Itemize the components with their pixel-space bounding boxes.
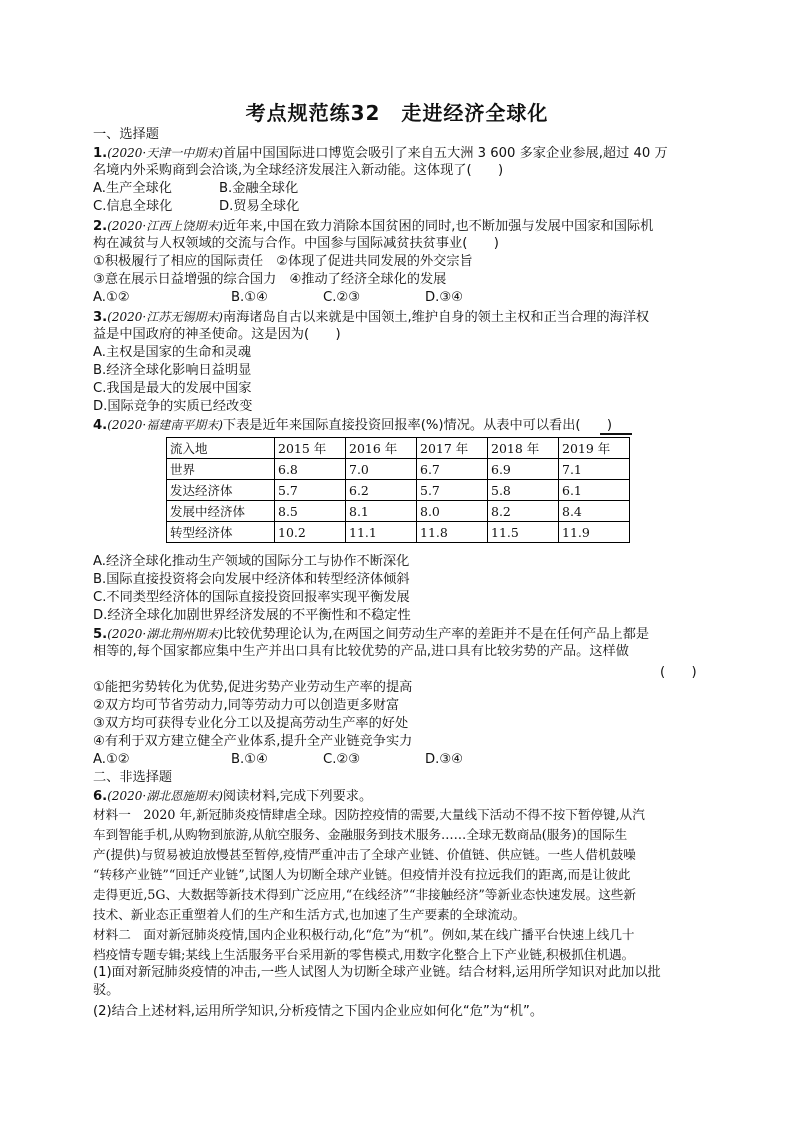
question-text: 首届中国国际进口博览会吸引了来自五大洲 3 600 多家企业参展,超过 40 万 [222,146,668,161]
option-c: C.不同类型经济体的国际直接投资回报率实现平衡发展 [93,590,410,605]
question-5-statement-4: ④有利于双方建立健全产业体系,提升全产业链竞争实力 [93,734,413,749]
question-number: 6. [93,789,108,804]
material-1-line: 走得更近,5G、大数据等新技术得到广泛应用,“在线经济”“非接触经济”等新业态快速发展。这些新 [93,887,636,902]
table-header-cell: 2019 年 [559,438,630,459]
option-b: B.金融全球化 [219,181,299,196]
question-source: (2020·湖北恩施期末) [107,789,223,803]
question-source: (2020·江苏无锡期末) [107,310,223,324]
material-1-line: 车到智能手机,从购物到旅游,从航空服务、金融服务到技术服务……全球无数商品(服务)的国际生 [93,827,628,842]
table-cell: 7.1 [559,459,630,480]
question-text: 比较优势理论认为,在两国之间劳动生产率的差距并不是在任何产品上都是 [222,627,650,642]
table-header-cell: 流入地 [167,438,275,459]
material-1-line: 技术、新业态正重塑着人们的生产和生活方式,也加速了生产要素的全球流动。 [93,907,526,922]
investment-return-table [166,437,630,543]
option-a: A.生产全球化 [93,181,172,196]
question-5-stem-cont: 相等的,每个国家都应集中生产并出口具有比较优势的产品,进口具有比较劣势的产品。这样做 [93,644,629,659]
section-heading-choice: 一、选择题 [93,127,159,142]
question-5-statement-2: ②双方均可节省劳动力,同等劳动力可以创造更多财富 [93,698,400,713]
table-cell: 发达经济体 [167,480,275,501]
table-row [167,501,630,522]
table-cell: 8.2 [488,501,559,522]
question-1-stem [93,144,668,163]
option-a: A.主权是国家的生命和灵魂 [93,345,252,360]
question-source: (2020·天津一中期末) [107,146,223,160]
question-source: (2020·福建南平期末) [107,418,223,432]
option-a: A.经济全球化推动生产领域的国际分工与协作不断深化 [93,554,410,569]
table-cell: 7.0 [346,459,417,480]
table-cell: 5.8 [488,480,559,501]
question-5-statement-3: ③双方均可获得专业化分工以及提高劳动生产率的好处 [93,716,409,731]
option-a: A.①② [93,290,130,305]
option-c: C.我国是最大的发展中国家 [93,381,252,396]
table-cell: 6.1 [559,480,630,501]
table-header-cell: 2016 年 [346,438,417,459]
section-heading-nonchoice: 二、非选择题 [93,770,173,785]
table-cell: 5.7 [275,480,346,501]
question-2-stem-cont: 构在减贫与人权领域的交流与合作。中国参与国际减贫扶贫事业( ) [93,236,499,251]
option-d: D.贸易全球化 [219,199,300,214]
question-text: 南海诸岛自古以来就是中国领土,维护自身的领土主权和正当合理的海洋权 [222,310,650,325]
sub-question-1: (1)面对新冠肺炎疫情的冲击,一些人试图人为切断全球产业链。结合材料,运用所学知识对此加以批 [93,965,661,980]
table-cell: 11.1 [346,522,417,543]
question-text: 下表是近年来国际直接投资回报率(%)情况。从表中可以看出( ) [222,418,613,433]
table-cell: 转型经济体 [167,522,275,543]
option-c: C.②③ [323,290,361,305]
question-5-statement-1: ①能把劣势转化为优势,促进劣势产业劳动生产率的提高 [93,680,413,695]
page-title: 考点规范练32 走进经济全球化 [245,101,549,125]
material-1-line: 产(提供)与贸易被迫放慢甚至暂停,疫情严重冲击了全球产业链、价值链、供应链。一些人借机鼓噪 [93,847,636,862]
question-6-stem [93,787,372,806]
question-number: 1. [93,146,108,161]
question-2-options [93,289,463,307]
table-cell: 11.9 [559,522,630,543]
question-source: (2020·江西上饶期末) [107,219,223,233]
option-b: B.国际直接投资将会向发展中经济体和转型经济体倾斜 [93,572,410,587]
question-3-stem-cont: 益是中国政府的神圣使命。这是因为( ) [93,327,341,342]
table-bracket-mark [600,433,632,435]
table-header-cell: 2017 年 [417,438,488,459]
question-5-options [93,751,463,769]
question-3-stem [93,308,649,327]
question-1-options-row2 [93,198,299,216]
table-header-row [167,438,630,459]
question-source: (2020·湖北荆州期末) [107,627,223,641]
option-b: B.经济全球化影响日益明显 [93,363,252,378]
table-cell: 8.0 [417,501,488,522]
question-1-options-row1 [93,180,298,198]
question-1-stem-cont: 名境内外采购商到会洽谈,为全球经济发展注入新动能。这体现了( ) [93,163,504,178]
table-cell: 5.7 [417,480,488,501]
question-2-statement-2: ③意在展示日益增强的综合国力 ④推动了经济全球化的发展 [93,272,447,287]
option-b: B.①④ [231,752,268,767]
table-cell: 11.5 [488,522,559,543]
table-cell: 6.2 [346,480,417,501]
question-text: 阅读材料,完成下列要求。 [222,789,373,804]
question-number: 3. [93,310,108,325]
table-cell: 6.7 [417,459,488,480]
sub-question-1-cont: 驳。 [93,983,120,998]
option-d: D.③④ [425,290,463,305]
table-row [167,522,630,543]
table-row [167,480,630,501]
table-cell: 11.8 [417,522,488,543]
table-cell: 发展中经济体 [167,501,275,522]
material-1-line: “转移产业链”“回迁产业链”,试图人为切断全球产业链。但疫情并没有拉远我们的距离,而是让彼此 [93,867,631,882]
option-a: A.①② [93,752,130,767]
table-cell: 8.1 [346,501,417,522]
table-row [167,459,630,480]
sub-question-2: (2)结合上述材料,运用所学知识,分析疫情之下国内企业应如何化“危”为“机”。 [93,1004,544,1019]
question-text: 近年来,中国在致力消除本国贫困的同时,也不断加强与发展中国家和国际机 [222,219,654,234]
table-cell: 世界 [167,459,275,480]
material-1-line: 材料一 2020 年,新冠肺炎疫情肆虐全球。因防控疫情的需要,大量线下活动不得不按下暂停键,从汽 [93,807,645,822]
table-cell: 10.2 [275,522,346,543]
question-4-stem [93,416,612,435]
table-header-cell: 2015 年 [275,438,346,459]
option-d: D.国际竞争的实质已经改变 [93,399,253,414]
answer-bracket: ( ) [660,665,697,680]
table-header-cell: 2018 年 [488,438,559,459]
option-c: C.信息全球化 [93,199,173,214]
question-number: 5. [93,627,108,642]
table-cell: 8.4 [559,501,630,522]
question-5-stem [93,625,649,644]
option-b: B.①④ [231,290,268,305]
option-d: D.经济全球化加剧世界经济发展的不平衡性和不稳定性 [93,608,411,623]
table-cell: 8.5 [275,501,346,522]
table-cell: 6.9 [488,459,559,480]
question-number: 4. [93,418,108,433]
option-c: C.②③ [323,752,361,767]
question-2-stem [93,217,653,236]
table-cell: 6.8 [275,459,346,480]
question-number: 2. [93,219,108,234]
option-d: D.③④ [425,752,463,767]
question-2-statement-1: ①积极履行了相应的国际责任 ②体现了促进共同发展的外交宗旨 [93,254,473,269]
material-2-line: 材料二 面对新冠肺炎疫情,国内企业积极行动,化“危”为“机”。例如,某在线广播平台快速上线几十 [93,927,635,942]
material-2-line: 档疫情专题专辑;某线上生活服务平台采用新的零售模式,用数字化整合上下产业链,积极抓住机遇。 [93,947,635,962]
